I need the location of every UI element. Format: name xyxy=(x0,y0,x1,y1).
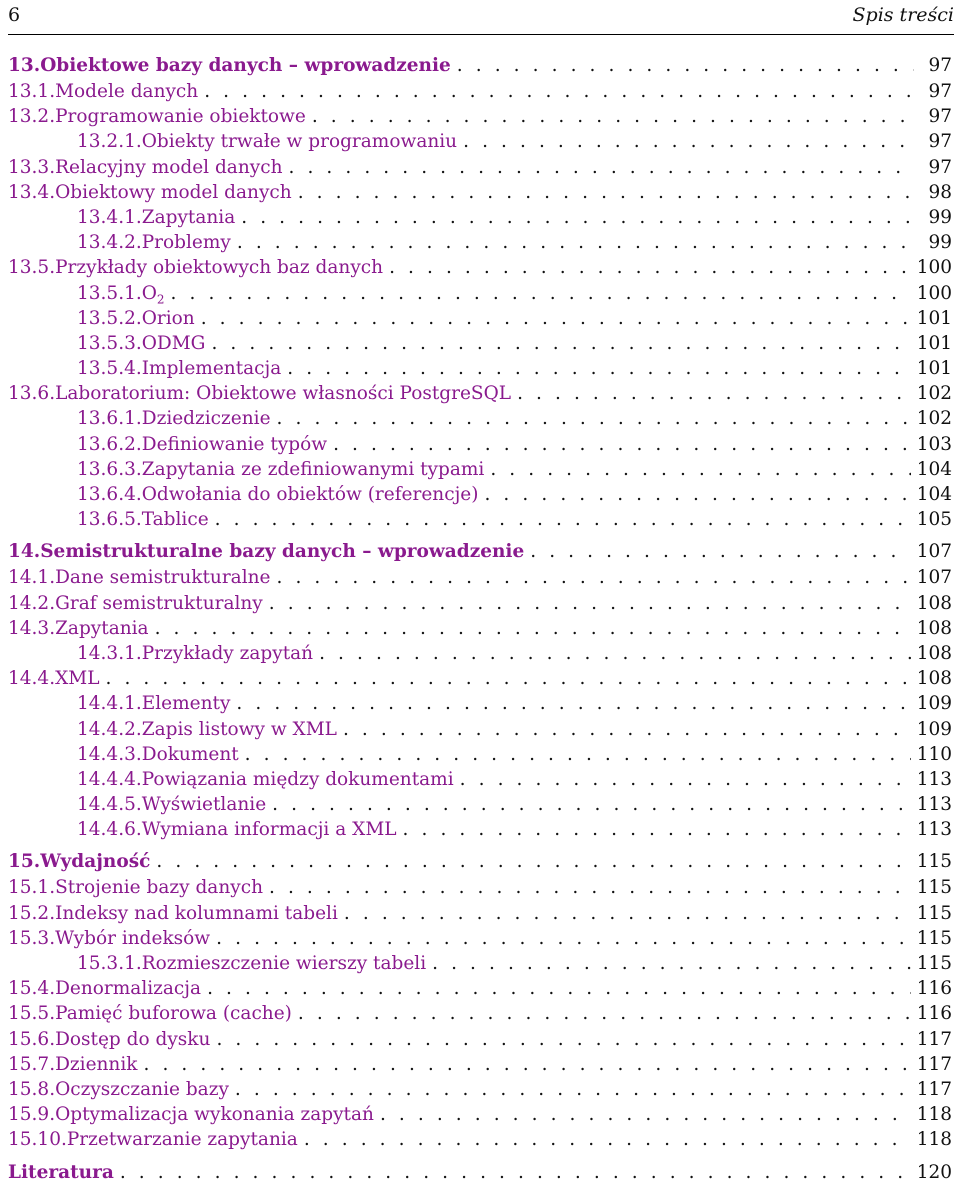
toc-entry-number: 13.5.2. xyxy=(77,307,142,329)
toc-entry-title[interactable]: Zapytania xyxy=(55,617,149,639)
toc-entry-title[interactable]: Przykłady zapytań xyxy=(141,642,314,664)
toc-entry-page: 113 xyxy=(916,768,952,790)
toc-entry[interactable] xyxy=(8,539,952,565)
dot-leader xyxy=(237,230,914,255)
toc-entry-title[interactable]: $O_2$ xyxy=(141,282,165,307)
toc-entry-page: 97 xyxy=(928,55,952,76)
toc-entry[interactable] xyxy=(8,565,952,590)
toc-entry-number: 14.1. xyxy=(8,567,56,589)
toc-entry-page: 107 xyxy=(916,541,952,563)
toc-entry-title[interactable]: Denormalizacja xyxy=(55,978,202,1000)
dot-leader xyxy=(490,457,910,482)
toc-entry-title[interactable]: Wydajność xyxy=(40,851,151,873)
toc-entry[interactable] xyxy=(8,591,952,616)
toc-entry-title[interactable]: Implementacja xyxy=(141,358,282,380)
toc-entry[interactable] xyxy=(8,507,952,532)
toc-entry[interactable] xyxy=(8,767,952,792)
toc-entry-page: 101 xyxy=(916,332,952,354)
toc-entry-title[interactable]: Wybór indeksów xyxy=(55,927,211,949)
toc-entry-page: 110 xyxy=(916,743,952,765)
toc-entry-page: 113 xyxy=(916,794,952,816)
toc-entry-number: 15.7. xyxy=(8,1053,56,1075)
toc-entry-title[interactable]: Semistrukturalne bazy danych – wprowadzenie xyxy=(40,541,525,563)
dot-leader xyxy=(403,817,911,842)
toc-entry-title[interactable]: Literatura xyxy=(8,1161,114,1183)
toc-entry-page: 98 xyxy=(928,181,952,203)
dot-leader xyxy=(312,104,914,129)
toc-entry-page: 117 xyxy=(916,1078,952,1100)
toc-entry[interactable] xyxy=(8,901,952,926)
toc-entry-title[interactable]: Odwołania do obiektów (referencje) xyxy=(141,484,479,505)
toc-entry[interactable] xyxy=(8,1001,952,1026)
toc-entry-title[interactable]: Tablice xyxy=(141,509,209,531)
toc-entry[interactable] xyxy=(8,457,952,482)
toc-entry-page: 101 xyxy=(916,307,952,329)
toc-entry[interactable] xyxy=(8,849,952,875)
toc-entry-number: 15.5. xyxy=(8,1003,56,1025)
toc-entry-title[interactable]: Obiekty trwałe w programowaniu xyxy=(141,131,458,153)
toc-entry-title[interactable]: Powiązania między dokumentami xyxy=(141,768,454,790)
dot-leader xyxy=(530,539,910,564)
toc-entry[interactable] xyxy=(8,331,952,356)
dot-leader xyxy=(298,180,914,205)
toc-entry-title[interactable]: Obiektowe bazy danych – wprowadzenie xyxy=(40,55,451,76)
toc-entry-number: 14.3. xyxy=(8,617,56,639)
dot-leader xyxy=(215,507,911,532)
toc-entry-number: 15.3. xyxy=(8,927,56,949)
toc-entry[interactable] xyxy=(8,1102,952,1127)
toc-entry-number: 15.1. xyxy=(8,877,56,899)
dot-leader xyxy=(343,717,911,742)
dot-leader xyxy=(236,691,910,716)
toc-entry-title[interactable]: Wymiana informacji a XML xyxy=(141,819,397,841)
toc-entry-page: 108 xyxy=(916,617,952,639)
toc-entry-page: 117 xyxy=(916,1028,952,1050)
toc-entry-page: 113 xyxy=(916,819,952,841)
toc-entry[interactable] xyxy=(8,1052,952,1077)
toc-entry-number: 15.10. xyxy=(8,1129,67,1151)
toc-entry-number: 14.4.2. xyxy=(77,718,142,740)
toc-entry-page: 118 xyxy=(916,1129,952,1151)
dot-leader xyxy=(235,1077,911,1102)
toc-entry-number: 13.5. xyxy=(8,257,56,279)
toc-entry[interactable] xyxy=(8,255,952,280)
toc-entry-page: 108 xyxy=(916,668,952,690)
toc-entry-title[interactable]: ODMG xyxy=(141,332,206,354)
table-of-contents xyxy=(8,53,952,1186)
toc-entry-title[interactable]: Zapytania xyxy=(141,206,236,228)
toc-entry-page: 115 xyxy=(916,927,952,949)
toc-entry[interactable] xyxy=(8,717,952,742)
toc-entry-number: 13.6.2. xyxy=(77,433,142,455)
toc-entry[interactable] xyxy=(8,926,952,951)
toc-entry-title[interactable]: Przetwarzanie zapytania xyxy=(66,1129,298,1151)
dot-leader xyxy=(207,976,911,1001)
toc-entry-title[interactable]: Relacyjny model danych xyxy=(55,156,283,178)
dot-leader xyxy=(432,951,911,976)
dot-leader xyxy=(272,792,911,817)
toc-entry[interactable] xyxy=(8,53,952,79)
dot-leader xyxy=(276,565,910,590)
toc-entry[interactable] xyxy=(8,381,952,406)
toc-entry-page: 97 xyxy=(928,156,952,178)
toc-entry-number: 15. xyxy=(8,851,41,873)
dot-leader xyxy=(457,53,914,78)
toc-entry-title[interactable]: Przykłady obiektowych baz danych xyxy=(55,257,384,279)
toc-entry-title[interactable]: Optymalizacja wykonania zapytań xyxy=(55,1104,374,1126)
dot-leader xyxy=(484,482,910,507)
toc-entry-title[interactable]: Obiektowy model danych xyxy=(55,181,292,203)
toc-entry-number: 13.2.1. xyxy=(77,131,142,153)
toc-entry-page: 115 xyxy=(916,902,952,924)
toc-entry[interactable] xyxy=(8,951,952,976)
dot-leader xyxy=(155,616,911,641)
toc-entry[interactable] xyxy=(8,792,952,817)
toc-entry-title[interactable]: Dokument xyxy=(141,743,239,765)
toc-entry-page: 109 xyxy=(916,693,952,715)
dot-leader xyxy=(380,1102,911,1127)
toc-entry[interactable] xyxy=(8,482,952,507)
toc-entry-page: 103 xyxy=(916,433,952,455)
toc-entry[interactable] xyxy=(8,205,952,230)
toc-entry[interactable] xyxy=(8,1077,952,1102)
toc-entry-title[interactable]: Laboratorium: Obiektowe własności PostgreSQL xyxy=(55,383,512,405)
toc-entry-number: 13.6.4. xyxy=(77,484,142,505)
toc-entry-number: 13.6.1. xyxy=(77,408,142,430)
toc-entry-number: 15.4. xyxy=(8,978,56,1000)
toc-entry-title[interactable]: Modele danych xyxy=(55,81,199,102)
dot-leader xyxy=(298,1001,911,1026)
toc-entry[interactable] xyxy=(8,129,952,154)
toc-entry[interactable] xyxy=(8,666,952,691)
toc-entry-number: 14. xyxy=(8,541,41,563)
toc-entry-number: 13.6. xyxy=(8,383,56,405)
toc-entry-number: 13.1. xyxy=(8,81,56,102)
toc-entry-title[interactable]: Definiowanie typów xyxy=(141,433,328,455)
toc-entry-title[interactable]: Zapytania ze zdefiniowanymi typami xyxy=(141,458,485,480)
toc-entry-number: 15.8. xyxy=(8,1078,56,1100)
toc-entry-page: 116 xyxy=(916,978,952,1000)
toc-entry[interactable] xyxy=(8,742,952,767)
toc-entry-number: 13.6.5. xyxy=(77,509,142,531)
toc-entry-page: 109 xyxy=(916,718,952,740)
dot-leader xyxy=(120,1160,911,1185)
toc-entry-number: 13. xyxy=(8,55,41,76)
toc-entry-number: 15.6. xyxy=(8,1028,56,1050)
toc-entry[interactable] xyxy=(8,432,952,457)
toc-entry[interactable] xyxy=(8,356,952,381)
toc-entry-number: 14.4.4. xyxy=(77,768,142,790)
dot-leader xyxy=(204,79,914,104)
toc-entry-page: 115 xyxy=(916,953,952,974)
toc-entry-title[interactable]: Dane semistrukturalne xyxy=(55,567,271,589)
toc-entry-number: 14.4.1. xyxy=(77,693,142,715)
toc-entry-page: 99 xyxy=(928,206,952,228)
toc-entry-number: 13.4.1. xyxy=(77,206,142,228)
toc-entry[interactable] xyxy=(8,180,952,205)
dot-leader xyxy=(319,641,911,666)
toc-entry-page: 108 xyxy=(916,642,952,664)
toc-entry[interactable] xyxy=(8,1027,952,1052)
dot-leader xyxy=(216,926,911,951)
toc-entry-title[interactable]: Wyświetlanie xyxy=(141,794,267,816)
dot-leader xyxy=(156,849,910,874)
dot-leader xyxy=(216,1027,910,1052)
toc-entry-page: 118 xyxy=(916,1104,952,1126)
dot-leader xyxy=(333,432,911,457)
toc-entry[interactable] xyxy=(8,1160,952,1186)
toc-entry[interactable] xyxy=(8,1127,952,1152)
toc-entry[interactable] xyxy=(8,281,952,306)
toc-entry-title[interactable]: Programowanie obiektowe xyxy=(55,106,306,128)
toc-entry-number: 14.4.3. xyxy=(77,743,142,765)
dot-leader xyxy=(287,356,910,381)
toc-entry-title[interactable]: Dziennik xyxy=(55,1053,138,1075)
toc-entry-page: 115 xyxy=(916,851,952,873)
toc-entry-page: 120 xyxy=(916,1161,952,1183)
toc-entry-number: 14.2. xyxy=(8,592,56,614)
toc-entry-page: 104 xyxy=(916,484,952,505)
dot-leader xyxy=(288,155,914,180)
toc-entry[interactable] xyxy=(8,875,952,900)
toc-entry-title[interactable]: Indeksy nad kolumnami tabeli xyxy=(55,902,338,924)
toc-entry-number: 13.5.4. xyxy=(77,358,142,380)
dot-leader xyxy=(143,1052,910,1077)
toc-entry[interactable] xyxy=(8,976,952,1001)
dot-leader xyxy=(277,406,911,431)
toc-entry-number: 14.4. xyxy=(8,668,56,690)
page-header xyxy=(8,0,954,35)
dot-leader xyxy=(304,1127,911,1152)
dot-leader xyxy=(105,666,910,691)
toc-entry[interactable] xyxy=(8,406,952,431)
toc-entry-page: 100 xyxy=(916,282,952,304)
toc-entry[interactable] xyxy=(8,616,952,641)
toc-entry-page: 104 xyxy=(916,458,952,480)
toc-entry-number: 14.3.1. xyxy=(77,642,142,664)
dot-leader xyxy=(201,306,911,331)
dot-leader xyxy=(245,742,911,767)
toc-entry-number: 13.5.1. xyxy=(77,282,142,304)
toc-entry-number: 15.3.1. xyxy=(77,953,142,974)
dot-leader xyxy=(211,331,910,356)
toc-entry-page: 108 xyxy=(916,592,952,614)
toc-entry-title[interactable]: Dziedziczenie xyxy=(141,408,271,430)
dot-leader xyxy=(269,591,911,616)
toc-entry-title[interactable]: Strojenie bazy danych xyxy=(55,877,263,899)
toc-entry-subscript: 2 xyxy=(156,292,165,307)
toc-entry-number: 15.9. xyxy=(8,1104,56,1126)
toc-entry-title[interactable]: Orion xyxy=(141,307,195,329)
toc-entry-title[interactable]: Graf semistrukturalny xyxy=(55,592,263,614)
toc-entry-number: 14.4.6. xyxy=(77,819,142,841)
toc-entry-number: 15.2. xyxy=(8,902,56,924)
toc-entry-page: 102 xyxy=(916,383,952,405)
toc-entry-number: 13.3. xyxy=(8,156,56,178)
toc-entry[interactable] xyxy=(8,79,952,104)
toc-entry-page: 97 xyxy=(928,81,952,102)
dot-leader xyxy=(460,767,911,792)
toc-entry-page: 97 xyxy=(928,106,952,128)
toc-entry-number: 13.2. xyxy=(8,106,56,128)
toc-entry-title[interactable]: XML xyxy=(55,668,100,690)
dot-leader xyxy=(171,281,911,306)
toc-entry-page: 115 xyxy=(916,877,952,899)
page-number: 6 xyxy=(8,4,21,26)
running-title: Spis treści xyxy=(852,4,954,26)
toc-entry[interactable] xyxy=(8,306,952,331)
dot-leader xyxy=(517,381,911,406)
dot-leader xyxy=(344,901,911,926)
toc-entry[interactable] xyxy=(8,104,952,129)
toc-entry-title[interactable]: Elementy xyxy=(141,693,231,715)
toc-entry-title[interactable]: Dostęp do dysku xyxy=(55,1028,211,1050)
toc-entry-page: 99 xyxy=(928,232,952,254)
toc-entry[interactable] xyxy=(8,155,952,180)
toc-entry-title[interactable]: Oczyszczanie bazy xyxy=(55,1078,229,1100)
toc-entry[interactable] xyxy=(8,230,952,255)
toc-entry[interactable] xyxy=(8,641,952,666)
toc-entry-page: 117 xyxy=(916,1053,952,1075)
toc-entry-page: 97 xyxy=(928,131,952,153)
dot-leader xyxy=(269,875,911,900)
toc-entry-page: 101 xyxy=(916,358,952,380)
toc-entry-page: 116 xyxy=(916,1003,952,1025)
toc-entry[interactable] xyxy=(8,691,952,716)
toc-entry-page: 105 xyxy=(916,509,952,531)
dot-leader xyxy=(241,205,914,230)
toc-entry-number: 14.4.5. xyxy=(77,794,142,816)
toc-entry-title[interactable]: Rozmieszczenie wierszy tabeli xyxy=(141,953,427,974)
toc-entry-number: 13.5.3. xyxy=(77,332,142,354)
toc-entry-title[interactable]: Pamięć buforowa (cache) xyxy=(55,1003,292,1025)
toc-entry-number: 13.4.2. xyxy=(77,232,142,254)
toc-entry-page: 102 xyxy=(916,408,952,430)
toc-entry-title[interactable]: Problemy xyxy=(141,232,231,254)
toc-entry-page: 100 xyxy=(916,257,952,279)
toc-entry[interactable] xyxy=(8,817,952,842)
toc-entry-number: 13.6.3. xyxy=(77,458,142,480)
toc-entry-title[interactable]: Zapis listowy w XML xyxy=(141,718,337,740)
dot-leader xyxy=(389,255,911,280)
dot-leader xyxy=(463,129,914,154)
toc-entry-page: 107 xyxy=(916,567,952,589)
toc-entry-number: 13.4. xyxy=(8,181,56,203)
